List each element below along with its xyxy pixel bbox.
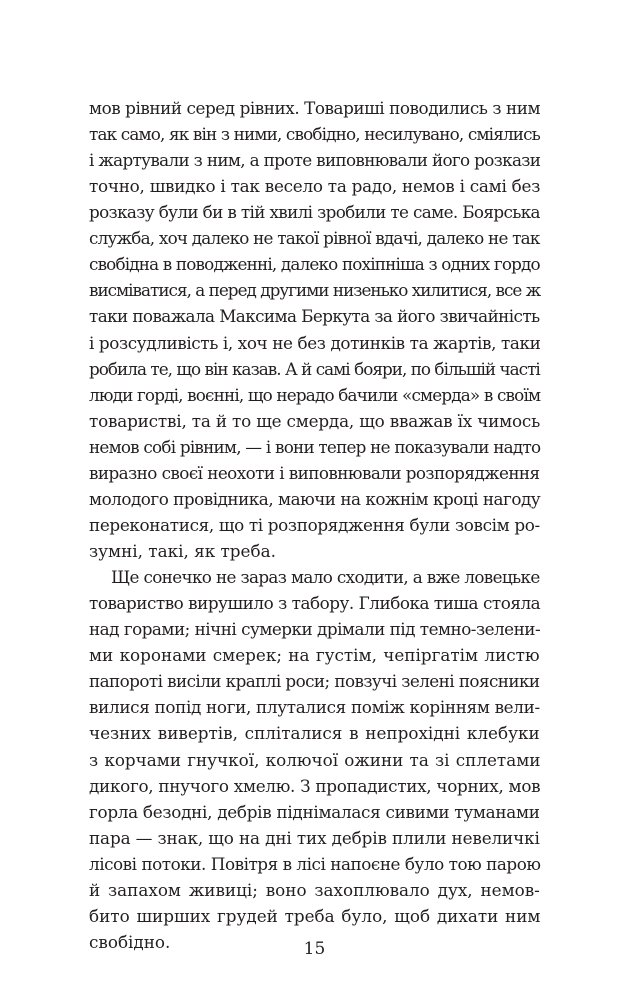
text-line: робила те, що він казав. А й самі бояри, по більшій часті <box>89 358 540 379</box>
text-line: люди горді, воєнні, що нерадо бачили «смерда» в своїм <box>89 384 541 405</box>
text-line: переконатися, що ті розпорядження були зовсім ро- <box>89 514 540 535</box>
text-line: таки поважала Максима Беркута за його звичайність <box>89 306 540 327</box>
text-line: чезних вивертів, сплітaлися в непрохідні клебуки <box>89 723 540 744</box>
text-line: мов рівний серед рівних. Товариші поводились з ним <box>89 98 541 118</box>
text-line: папороті висіли краплі роси; повзучі зелені поясники <box>89 671 540 692</box>
text-line: і жартували з ним, а проте виповнювали його розкази <box>89 150 541 171</box>
text-line: бито ширших грудей треба було, щоб дихати ним <box>89 905 541 926</box>
text-line: так само, як він з ними, свобідно, несилувано, сміялись <box>89 124 540 145</box>
text-line: з корчами гнучкої, колючої ожини та зі сплетами <box>89 749 541 770</box>
text-line: ми коронами смерек; на густім, чепіргатім листю <box>89 645 540 666</box>
text-line: молодого провідника, маючи на кожнім кроці нагоду <box>89 488 541 509</box>
text-line: свобідна в поводженні, далеко похіпніша з одних гордо <box>89 254 540 275</box>
text-line: точно, швидко і так весело та радо, немов і самі без <box>89 176 541 197</box>
text-line: над горами; нічні сумерки дрімали під темно-зелени- <box>89 619 541 640</box>
text-line: й запахом живиці; воно захоплювало дух, немов- <box>89 879 540 900</box>
text-line: розказу були би в тій хвилі зробили те саме. Боярська <box>89 202 540 223</box>
page-number: 15 <box>303 939 326 959</box>
text-line: свобідно. <box>89 931 171 952</box>
text-line: служба, хоч далеко не такої рівної вдачі, далеко не так <box>89 228 540 249</box>
text-line: зумні, такі, як треба. <box>89 541 276 562</box>
text-line: пара — знак, що на дні тих дебрів плили невеличкі <box>89 827 540 848</box>
text-line: немов собі рівним, — і вони тепер не показували надто <box>89 436 541 457</box>
text-line: товаристві, та й то ще смерда, що вважав їх чимось <box>89 410 541 431</box>
text-line: і розсудливість і, хоч не без дотинків та жартів, таки <box>89 332 541 353</box>
text-line: вилися попід ноги, плуталися поміж корінням вели- <box>89 697 540 718</box>
text-line: Ще сонечко не зараз мало сходити, а вже ловецьке <box>111 567 540 588</box>
text-line: дикого, пнучого хмелю. З пропадистих, чорних, мов <box>89 775 541 796</box>
text-line: лісові потоки. Повітря в лісі напоєне було тою парою <box>89 853 541 874</box>
text-line: товариство вирушило з табору. Глибока тиша стояла <box>89 593 541 614</box>
text-line: горла безодні, дебрів піднімалася сивими туманами <box>89 801 540 822</box>
text-line: виразно своєї неохоти і виповнювали розпорядження <box>89 462 540 483</box>
text-line: висміватися, а перед другими низенько хилитися, все ж <box>89 280 541 301</box>
